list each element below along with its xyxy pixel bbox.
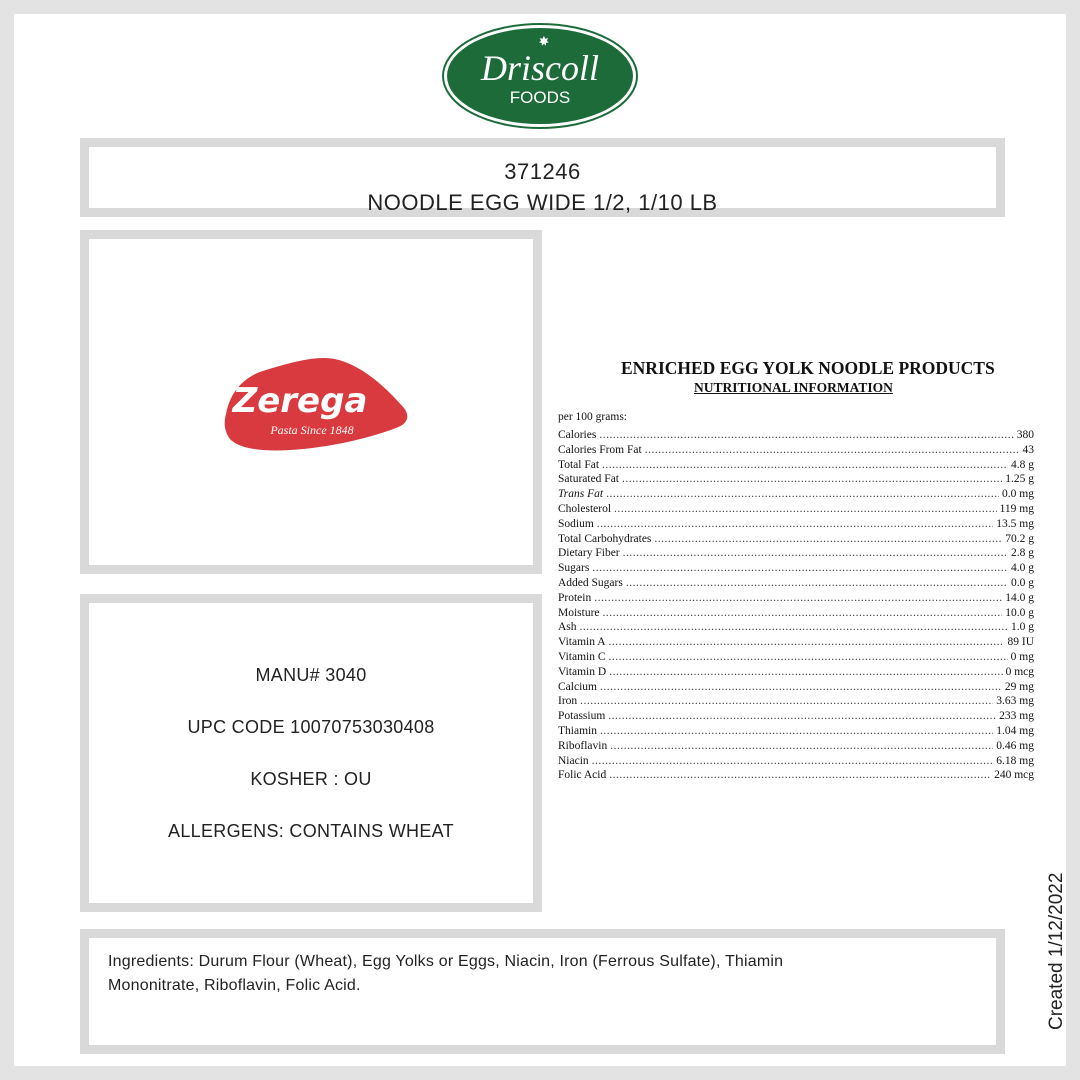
brand-logo-box <box>80 230 542 574</box>
nutrient-value: 233 mg <box>999 710 1034 723</box>
nutrient-label: Ash <box>558 621 577 634</box>
nutrient-value: 14.0 g <box>1005 591 1034 604</box>
logo-brand-text: Driscoll <box>480 48 600 88</box>
nutrient-value: 0.0 g <box>1011 577 1034 589</box>
nutrient-label: Vitamin A <box>558 636 606 649</box>
nutrition-per: per 100 grams: <box>558 411 627 423</box>
nutrition-row <box>558 635 1034 649</box>
nutrition-row <box>558 709 1034 723</box>
nutrient-value: 13.5 mg <box>996 517 1034 530</box>
nutrition-row <box>558 561 1034 575</box>
nutrient-label: Folic Acid <box>558 769 607 782</box>
nutrient-label: Saturated Fat <box>558 473 619 486</box>
nutrition-row <box>558 754 1034 768</box>
nutrient-label: Riboflavin <box>558 739 608 752</box>
logo-sub-text: FOODS <box>509 88 571 107</box>
nutrition-row <box>558 665 1034 679</box>
zerega-tagline: Pasta Since 1848 <box>270 423 354 437</box>
nutrition-row <box>558 487 1034 501</box>
nutrient-label: Total Fat <box>558 458 600 471</box>
driscoll-foods-logo <box>441 22 639 130</box>
item-number: 371246 <box>504 159 581 184</box>
ingredients-box <box>80 929 1005 1054</box>
nutrition-row <box>558 606 1034 620</box>
nutrient-value: 6.18 mg <box>996 754 1034 767</box>
nutrition-row <box>558 532 1034 546</box>
nutrient-label: Vitamin C <box>558 651 606 663</box>
nutrient-value: 29 mg <box>1004 680 1034 693</box>
nutrient-value: 43 <box>1022 443 1034 456</box>
nutrient-value: 3.63 mg <box>996 695 1034 708</box>
nutrient-value: 89 IU <box>1007 636 1034 649</box>
nutrient-label: Cholesterol <box>558 503 612 515</box>
nutrient-label: Thiamin <box>558 725 597 737</box>
nutrient-label: Calories <box>558 429 597 441</box>
nutrient-value: 4.8 g <box>1011 458 1034 471</box>
nutrition-row <box>558 443 1034 457</box>
nutrition-row <box>558 739 1034 753</box>
zerega-brand-text: Zerega <box>232 381 368 421</box>
nutrition-row <box>558 546 1034 560</box>
nutrient-value: 240 mcg <box>994 769 1034 782</box>
product-description: NOODLE EGG WIDE 1/2, 1/10 LB <box>367 190 718 215</box>
nutrient-value: 1.04 mg <box>996 725 1034 737</box>
kosher-info: KOSHER : OU <box>250 769 372 789</box>
nutrient-label: Calories From Fat <box>558 443 642 456</box>
nutrition-row <box>558 591 1034 605</box>
nutrition-row <box>558 724 1034 738</box>
product-details-box <box>80 594 542 912</box>
nutrient-value: 2.8 g <box>1011 547 1034 560</box>
nutrient-value: 70.2 g <box>1005 532 1034 545</box>
nutrient-value: 1.0 g <box>1011 621 1034 634</box>
nutrient-value: 119 mg <box>999 503 1034 515</box>
nutrient-label: Sugars <box>558 562 590 575</box>
nutrition-row <box>558 680 1034 694</box>
nutrient-value: 10.0 g <box>1005 606 1034 619</box>
product-title-box <box>80 138 1005 217</box>
nutrient-label: Moisture <box>558 606 600 619</box>
nutrient-value: 0.0 mg <box>1002 488 1034 501</box>
nutrient-label: Potassium <box>558 710 606 723</box>
nutrition-row <box>558 576 1034 590</box>
ingredients-text: Ingredients: Durum Flour (Wheat), Egg Yolks or Eggs, Niacin, Iron (Ferrous Sulfate), Thiamin Mononitrate, Riboflavin, Folic Acid. <box>108 953 784 994</box>
upc-code: UPC CODE 10070753030408 <box>187 717 435 737</box>
nutrition-row <box>558 472 1034 486</box>
nutrient-label: Iron <box>558 695 578 708</box>
nutrient-label: Trans Fat <box>558 488 604 501</box>
nutrition-row <box>558 517 1034 531</box>
nutrient-label: Vitamin D <box>558 665 607 678</box>
nutrition-heading: ENRICHED EGG YOLK NOODLE PRODUCTS <box>621 358 995 378</box>
nutrient-value: 4.0 g <box>1011 562 1034 575</box>
nutrient-label: Calcium <box>558 680 597 693</box>
nutrient-label: Niacin <box>558 754 589 767</box>
zerega-logo <box>220 352 412 454</box>
nutrient-label: Protein <box>558 591 592 604</box>
nutrition-row <box>558 650 1034 664</box>
nutrient-label: Added Sugars <box>558 577 623 589</box>
nutrient-label: Dietary Fiber <box>558 547 620 560</box>
nutrition-row <box>558 458 1034 472</box>
created-date: Created 1/12/2022 <box>1046 872 1067 1030</box>
nutrient-label: Sodium <box>558 517 594 530</box>
nutrition-subheading: NUTRITIONAL INFORMATION <box>694 380 893 395</box>
nutrition-row <box>558 620 1034 634</box>
nutrition-row <box>558 428 1034 442</box>
nutrition-row <box>558 502 1034 516</box>
nutrient-value: 0.46 mg <box>996 739 1034 752</box>
allergens-info: ALLERGENS: CONTAINS WHEAT <box>168 821 454 841</box>
nutrient-value: 1.25 g <box>1005 473 1034 486</box>
nutrient-value: 0 mcg <box>1005 665 1034 678</box>
nutrition-row <box>558 694 1034 708</box>
nutrient-label: Total Carbohydrates <box>558 532 652 545</box>
nutrition-row <box>558 768 1034 782</box>
nutrient-value: 380 <box>1016 429 1034 441</box>
nutrient-value: 0 mg <box>1010 651 1034 663</box>
manu-number: MANU# 3040 <box>255 665 367 685</box>
